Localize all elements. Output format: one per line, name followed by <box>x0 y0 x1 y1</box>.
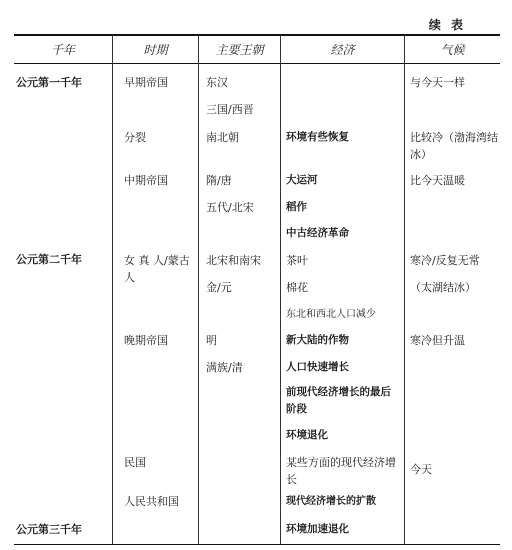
economy-degradation: 环境退化 <box>286 429 328 441</box>
economy-canal: 大运河 <box>286 174 318 186</box>
economy-recovery: 环境有些恢复 <box>286 131 349 143</box>
economy-pop-growth: 人口快速增长 <box>286 361 349 373</box>
millennium-third: 公元第三千年 <box>16 523 82 536</box>
dynasty-ming: 明 <box>206 334 217 347</box>
economy-revolution: 中古经济革命 <box>286 227 349 239</box>
header-dynasty: 主要王朝 <box>215 43 264 57</box>
bottom-rule <box>14 544 500 545</box>
millennium-first: 公元第一千年 <box>16 76 82 89</box>
economy-modern-some: 某些方面的现代经济增长 <box>286 456 396 486</box>
period-middle-empire: 中期帝国 <box>124 174 168 187</box>
economy-modern-spread: 现代经济增长的扩散 <box>286 496 376 507</box>
continued-label: 续 表 <box>428 18 466 32</box>
economy-rice: 稻作 <box>286 201 307 213</box>
header-economy: 经济 <box>330 43 355 57</box>
dynasty-eastern-han: 东汉 <box>206 76 228 89</box>
period-early-empire: 早期帝国 <box>124 76 168 89</box>
header-rule <box>14 63 500 64</box>
top-rule <box>14 34 500 36</box>
economy-cotton: 棉花 <box>286 281 308 294</box>
economy-new-crops: 新大陆的作物 <box>286 334 349 346</box>
period-late-empire: 晚期帝国 <box>124 334 168 347</box>
dynasty-five-dynasties: 五代/北宋 <box>206 201 254 214</box>
dynasty-north-south: 南北朝 <box>206 131 239 144</box>
period-division: 分裂 <box>124 131 146 144</box>
economy-accel-degradation: 环境加速退化 <box>286 523 349 535</box>
climate-colder: 比较冷（渤海湾结冰） <box>410 131 498 161</box>
column-divider <box>404 35 405 544</box>
dynasty-jin-yuan: 金/元 <box>206 281 232 294</box>
header-period: 时期 <box>143 43 168 57</box>
header-climate: 气候 <box>440 43 465 57</box>
dynasty-song: 北宋和南宋 <box>206 254 261 267</box>
economy-pop-decline: 东北和西北人口减少 <box>286 309 376 320</box>
climate-warmer: 比今天温暖 <box>410 174 465 187</box>
dynasty-three-kingdoms: 三国/西晋 <box>206 103 254 116</box>
millennium-second: 公元第二千年 <box>16 253 82 266</box>
climate-cold-warming: 寒冷但升温 <box>410 334 465 347</box>
climate-today: 今天 <box>410 463 432 476</box>
column-divider <box>280 35 281 544</box>
climate-taihu: （太湖结冰） <box>410 281 476 294</box>
climate-cold-fluctuating: 寒冷/反复无常 <box>410 254 480 267</box>
dynasty-qing: 满族/清 <box>206 361 243 374</box>
economy-tea: 茶叶 <box>286 254 308 267</box>
climate-same: 与今天一样 <box>410 76 465 89</box>
period-jurchen-mongol: 女 真 人/蒙古人 <box>124 254 190 284</box>
period-prc: 人民共和国 <box>124 495 179 508</box>
period-republic: 民国 <box>124 456 146 469</box>
header-millennium: 千年 <box>50 43 75 57</box>
economy-premodern: 前现代经济增长的最后阶段 <box>286 386 391 415</box>
column-divider <box>112 35 113 544</box>
column-divider <box>198 35 199 544</box>
dynasty-sui-tang: 隋/唐 <box>206 174 232 187</box>
